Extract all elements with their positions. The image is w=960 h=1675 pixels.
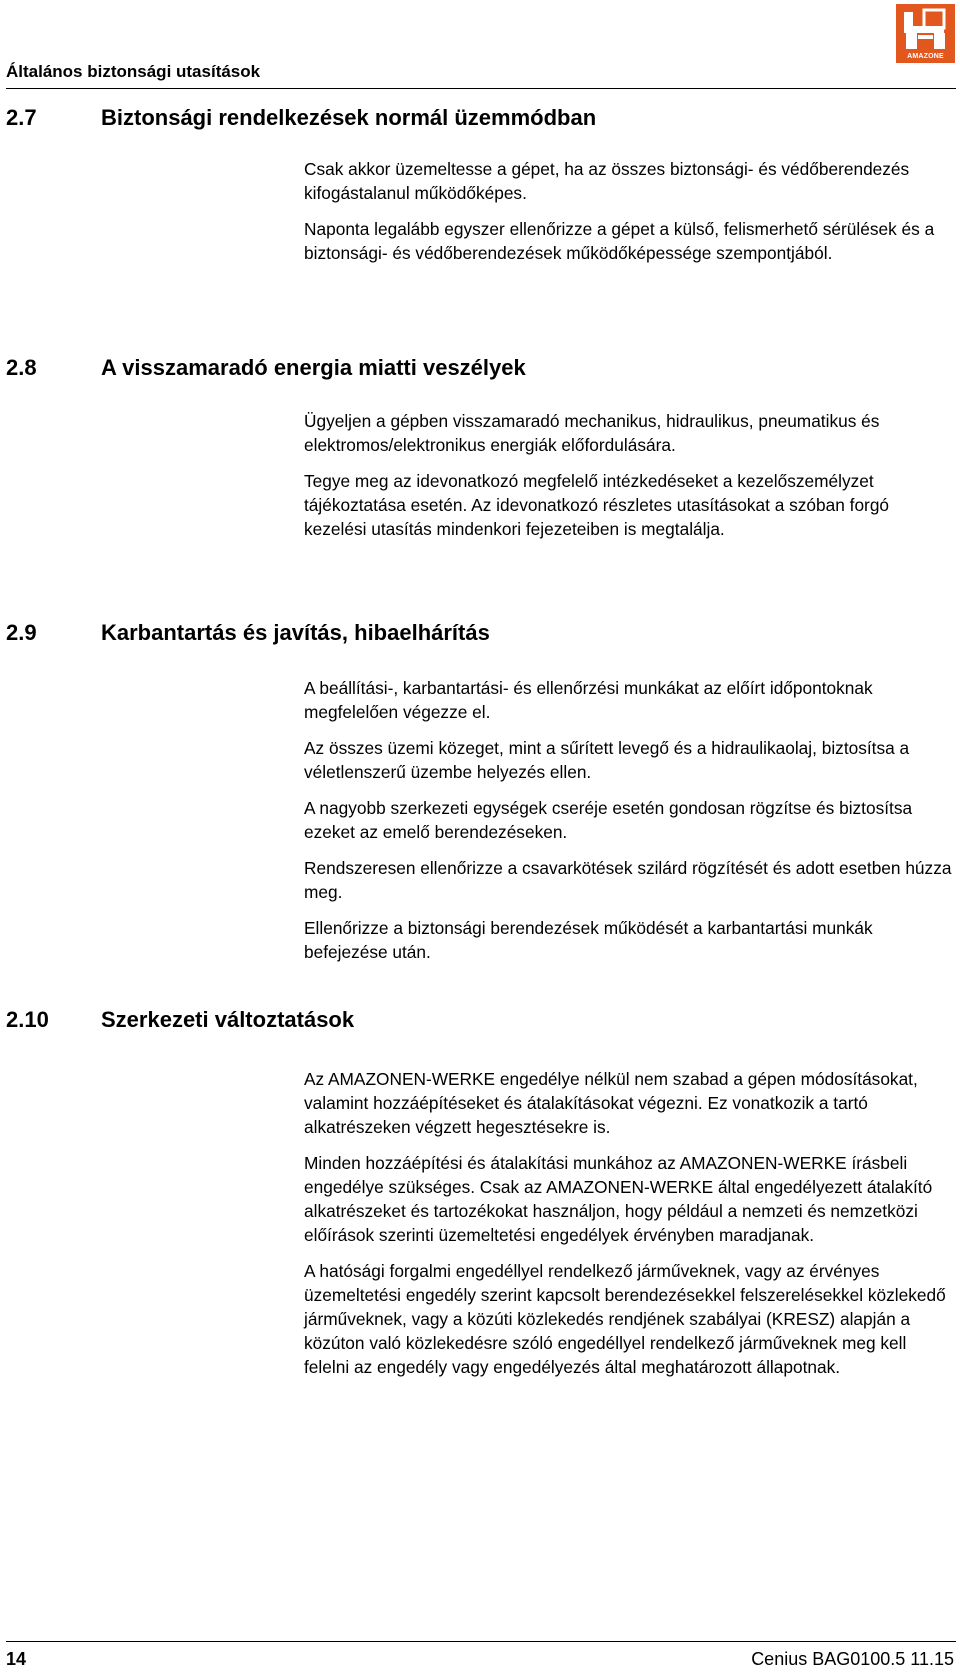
section-body — [304, 157, 956, 265]
footer-divider — [6, 1641, 956, 1642]
section-body — [304, 1067, 956, 1379]
paragraph: Az AMAZONEN-WERKE engedélye nélkül nem szabad a gépen módosításokat, valamint hozzáépítéseket és átalakításokat végezni. Ez vonatkozik a tartó alkatrészeken végzett hegesztésekre is. — [304, 1069, 918, 1137]
paragraph: A nagyobb szerkezeti egységek cseréje esetén gondosan rögzítse és biztosítsa ezeket az emelő berendezéseken. — [304, 798, 913, 842]
section-number: 2.7 — [6, 105, 37, 130]
section-2-7 — [6, 105, 956, 277]
section-title: Karbantartás és javítás, hibaelhárítás — [101, 620, 490, 645]
section-body — [304, 409, 956, 541]
amazone-logo — [896, 4, 955, 63]
section-heading — [6, 1007, 956, 1037]
section-number: 2.9 — [6, 620, 37, 645]
section-2-10 — [6, 1007, 956, 1391]
paragraph: Ügyeljen a gépben visszamaradó mechanikus, hidraulikus, pneumatikus és elektromos/elektronikus energiák előfordulására. — [304, 411, 880, 455]
paragraph: Csak akkor üzemeltesse a gépet, ha az összes biztonsági- és védőberendezés kifogástalanul működőképes. — [304, 159, 910, 203]
section-2-8 — [6, 355, 956, 553]
section-title: A visszamaradó energia miatti veszélyek — [101, 355, 526, 380]
section-2-9 — [6, 620, 956, 976]
header-divider — [6, 88, 956, 89]
section-number: 2.10 — [6, 1007, 49, 1032]
paragraph: Naponta legalább egyszer ellenőrizze a gépet a külső, felismerhető sérülések és a biztonsági- és védőberendezések működőképessége szempontjából. — [304, 219, 935, 263]
section-heading — [6, 105, 956, 135]
logo-wordmark: AMAZONE — [907, 53, 944, 60]
paragraph: A hatósági forgalmi engedéllyel rendelkező járműveknek, vagy az érvényes üzemeltetési engedély szerint kapcsolt berendezésekkel felszerelésekkel közlekedő járműveknek, vagy a közúti közlekedés rendjének szabályai (KRESZ) alapján a közúton való közlekedésre szóló engedéllyel rendelkező járműveknek meg kell felelni az engedély vagy engedélyezés által meghatározott állapotnak. — [304, 1261, 946, 1377]
page-number: 14 — [6, 1649, 27, 1669]
paragraph: Ellenőrizze a biztonsági berendezések működését a karbantartási munkák befejezése után. — [304, 918, 873, 962]
paragraph: Rendszeresen ellenőrizze a csavarkötések szilárd rögzítését és adott esetben húzza meg. — [304, 858, 952, 902]
section-body — [304, 676, 956, 964]
paragraph: A beállítási-, karbantartási- és ellenőrzési munkákat az előírt időpontoknak megfelelően végezze el. — [304, 678, 873, 722]
section-number: 2.8 — [6, 355, 37, 380]
paragraph: Az összes üzemi közeget, mint a sűrített levegő és a hidraulikaolaj, biztosítsa a véletlenszerű üzembe helyezés ellen. — [304, 738, 910, 782]
section-title: Biztonsági rendelkezések normál üzemmódban — [101, 105, 597, 130]
paragraph: Minden hozzáépítési és átalakítási munkához az AMAZONEN-WERKE írásbeli engedélye szükséges. Csak az AMAZONEN-WERKE által engedélyezett átalakító alkatrészeket és tartozékokat használjon, hogy például a nemzeti és nemzetközi előírások szerinti üzemeltetési engedélyek érvényben maradjanak. — [304, 1153, 933, 1245]
document-reference: Cenius BAG0100.5 11.15 — [751, 1649, 954, 1669]
section-heading — [6, 620, 956, 650]
section-title: Szerkezeti változtatások — [101, 1007, 355, 1032]
paragraph: Tegye meg az idevonatkozó megfelelő intézkedéseket a kezelőszemélyzet tájékoztatása esetén. Az idevonatkozó részletes utasításokat a szóban forgó kezelési utasítás mindenkori fejezeteiben is megtalálja. — [304, 471, 890, 539]
running-header-title: Általános biztonsági utasítások — [6, 62, 261, 81]
section-heading — [6, 355, 956, 385]
